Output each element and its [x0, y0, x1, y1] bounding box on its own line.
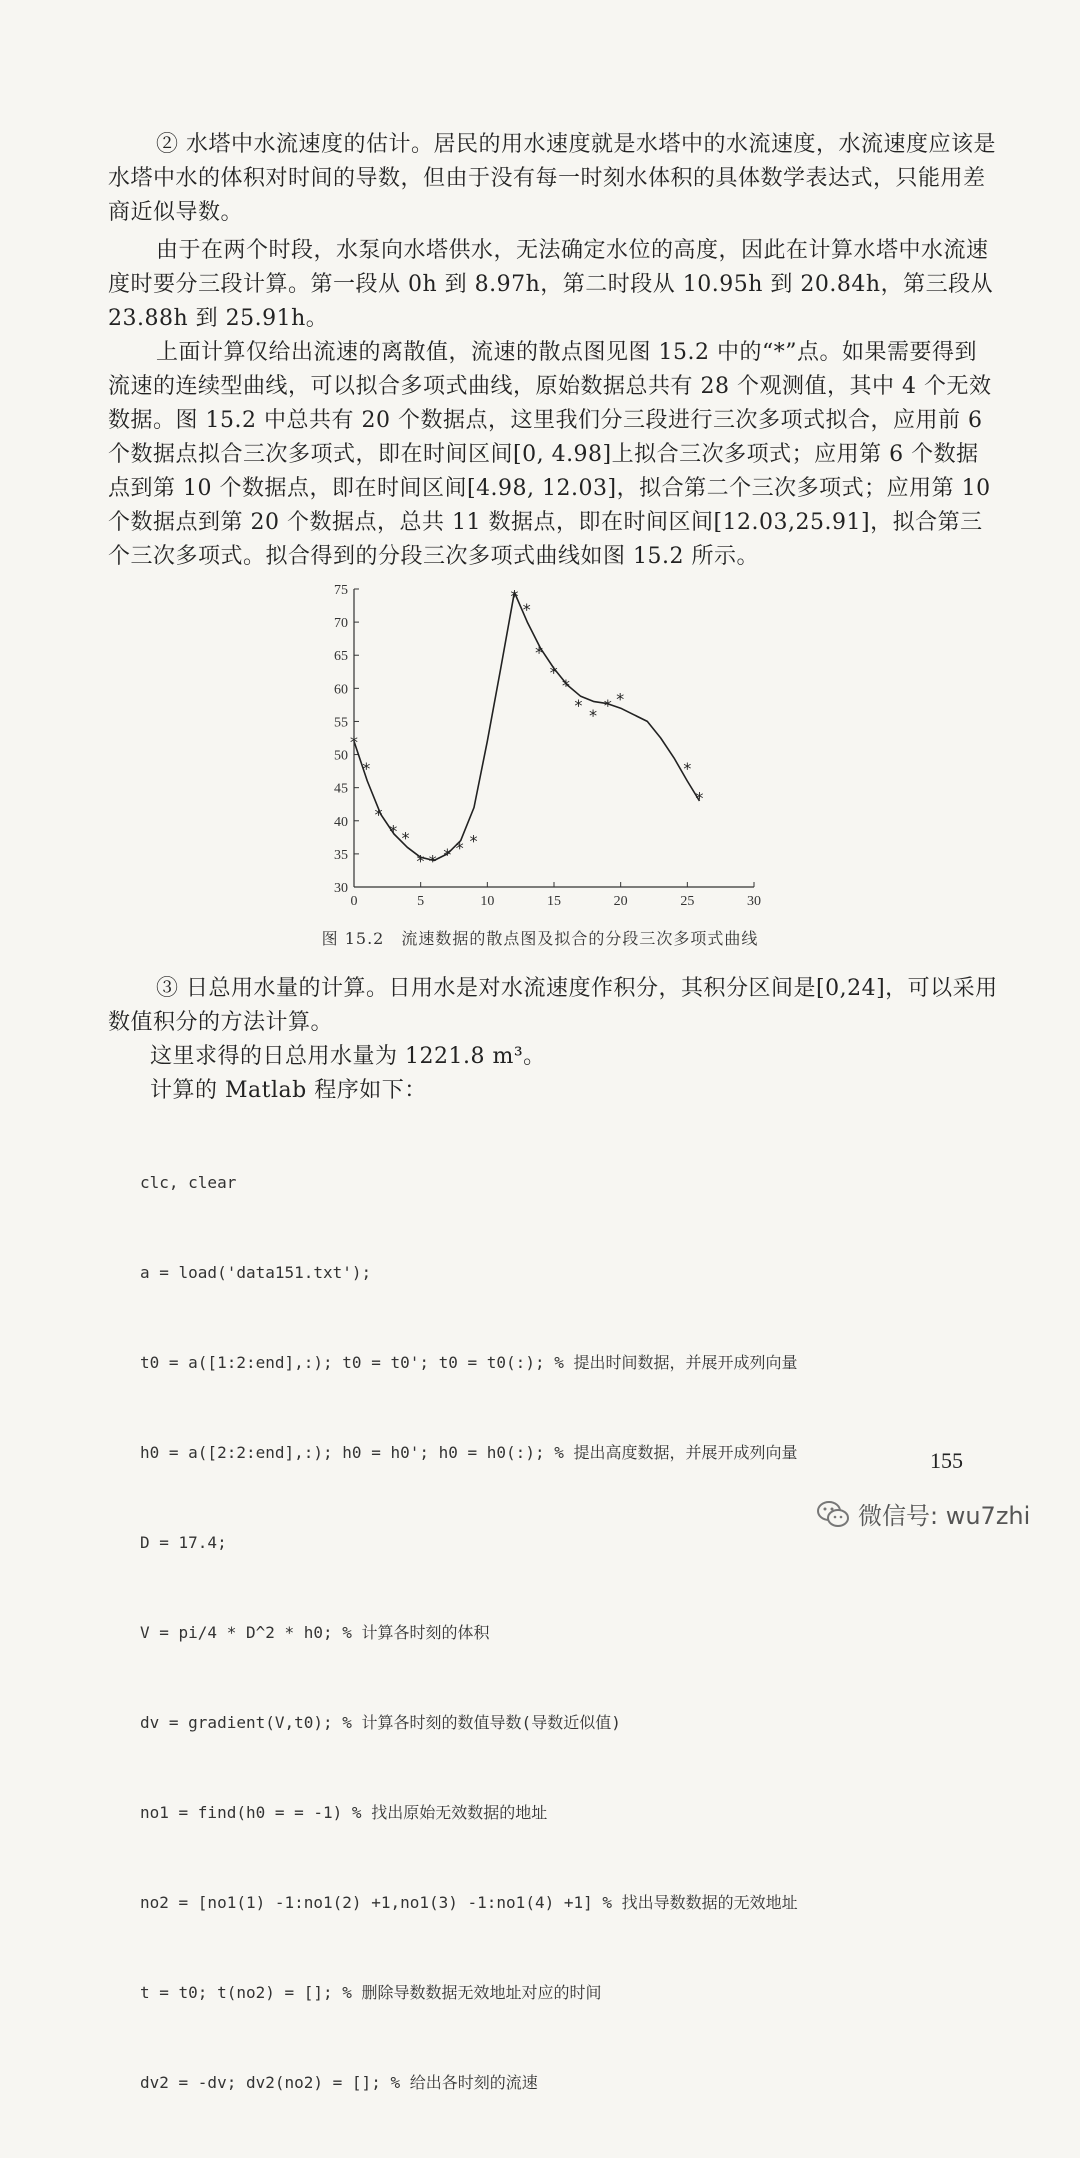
data-point: * [573, 695, 584, 715]
wechat-icon [816, 1499, 850, 1529]
data-point: * [603, 695, 613, 715]
figure-caption: 图 15.2 流速数据的散点图及拟合的分段三次多项式曲线 [321, 929, 759, 948]
data-point: * [349, 732, 359, 752]
code-line: t = t0; t(no2) = []; % 删除导数数据无效地址对应的时间 [140, 1983, 602, 2002]
code-line: D = 17.4; [140, 1533, 227, 1552]
y-tick-label: 60 [334, 682, 348, 698]
data-point: * [400, 828, 411, 848]
code-line: clc, clear [140, 1173, 237, 1192]
y-tick-label: 75 [334, 583, 348, 598]
data-point: * [615, 689, 625, 709]
y-tick-label: 30 [334, 881, 348, 896]
data-point: * [682, 758, 693, 778]
code-line: t0 = a([1:2:end],:); t0 = t0'; t0 = t0(:); % 提出时间数据，并展开成列向量 [140, 1353, 798, 1372]
paragraph-polynomial-fit: 上面计算仅给出流速的离散值，流速的散点图见图 15.2 中的“*”点。如果需要得到流速的连续型曲线，可以拟合多项式曲线，原始数据总共有 28 个观测值，其中 4 个无效数据。图 15.2 中总共有 20 个数据点，这里我们分三段进行三次多项式拟合，应用前 6 个数据点拟合三次多项式，即在时间区间[0, 4.98]上拟合三次多项式；应用第 6 个数据点到第 10 个数据点，即在时间区间[4.98, 12.03]，拟合第二个三次多项式；应用第 10 个数据点到第 20 个数据点，总共 11 数据点，即在时间区间[12.03,25.91]，拟合第三个三次多项式。拟合得到的分段三次多项式曲线如图 15.2 所示。 [108, 340, 992, 569]
y-tick-label: 70 [334, 616, 348, 632]
data-point: * [561, 676, 571, 696]
data-point: * [361, 758, 372, 778]
data-point: * [588, 705, 598, 725]
y-tick-label: 40 [334, 814, 348, 830]
y-tick-label: 65 [334, 649, 348, 665]
code-line: h0 = a([2:2:end],:); h0 = h0'; h0 = h0(:); % 提出高度数据，并展开成列向量 [140, 1443, 798, 1462]
paragraph-three-segments: 由于在两个时段，水泵向水塔供水，无法确定水位的高度，因此在计算水塔中水流速度时要分三段计算。第一段从 0h 到 8.97h，第二时段从 10.95h 到 20.84h，第三段从 23.88h 到 25.91h。 [108, 238, 994, 331]
data-point: * [509, 586, 520, 606]
y-tick-label: 35 [334, 847, 348, 863]
x-tick-label: 0 [350, 894, 358, 909]
data-point: * [388, 821, 399, 841]
paragraph-water-speed-estimate: ② 水塔中水流速度的估计。居民的用水速度就是水塔中的水流速度，水流速度应该是水塔中水的体积对时间的导数，但由于没有每一时刻水体积的具体数学表达式，只能用差商近似导数。 [108, 132, 996, 225]
data-point: * [468, 831, 479, 851]
code-line: V = pi/4 * D^2 * h0; % 计算各时刻的体积 [140, 1623, 490, 1642]
data-point: * [548, 662, 559, 682]
x-tick-label: 5 [417, 894, 425, 909]
data-point: * [534, 642, 544, 662]
data-point: * [427, 851, 438, 871]
velocity-chart [300, 575, 780, 915]
x-tick-label: 25 [680, 894, 695, 909]
x-tick-label: 15 [547, 894, 561, 909]
code-line: no1 = find(h0 = = -1) % 找出原始无效数据的地址 [140, 1803, 548, 1822]
y-tick-label: 55 [334, 715, 348, 731]
code-line: a = load('data151.txt'); [140, 1263, 372, 1282]
data-point: * [442, 844, 453, 864]
fit-curve [354, 592, 700, 860]
figure-15-2 [300, 575, 780, 915]
y-tick-label: 50 [334, 748, 348, 764]
wechat-id: 微信号: wu7zhi [858, 1502, 1031, 1530]
x-tick-label: 20 [613, 894, 628, 909]
x-tick-label: 10 [480, 894, 495, 909]
page-number: 155 [930, 1448, 963, 1473]
data-point: * [373, 805, 384, 825]
paragraph-daily-total: 这里求得的日总用水量为 1221.8 m³。 [150, 1044, 546, 1069]
x-tick-label: 30 [747, 894, 761, 909]
code-line: dv2 = -dv; dv2(no2) = []; % 给出各时刻的流速 [140, 2073, 538, 2092]
code-line: dv = gradient(V,t0); % 计算各时刻的数值导数(导数近似值) [140, 1713, 621, 1732]
data-point: * [521, 599, 532, 619]
y-tick-label: 45 [334, 781, 348, 797]
paragraph-matlab-intro: 计算的 Matlab 程序如下： [150, 1078, 427, 1103]
paragraph-daily-usage: ③ 日总用水量的计算。日用水是对水流速度作积分，其积分区间是[0,24]，可以采用数值积分的方法计算。 [108, 976, 998, 1035]
data-point: * [454, 838, 465, 858]
matlab-code-block [140, 1108, 1020, 2158]
wechat-watermark [816, 1496, 1030, 1531]
code-line: no2 = [no1(1) -1:no1(2) +1,no1(3) -1:no1(4) +1] % 找出导数数据的无效地址 [140, 1893, 798, 1912]
data-point: * [415, 851, 426, 871]
data-point: * [694, 788, 705, 808]
